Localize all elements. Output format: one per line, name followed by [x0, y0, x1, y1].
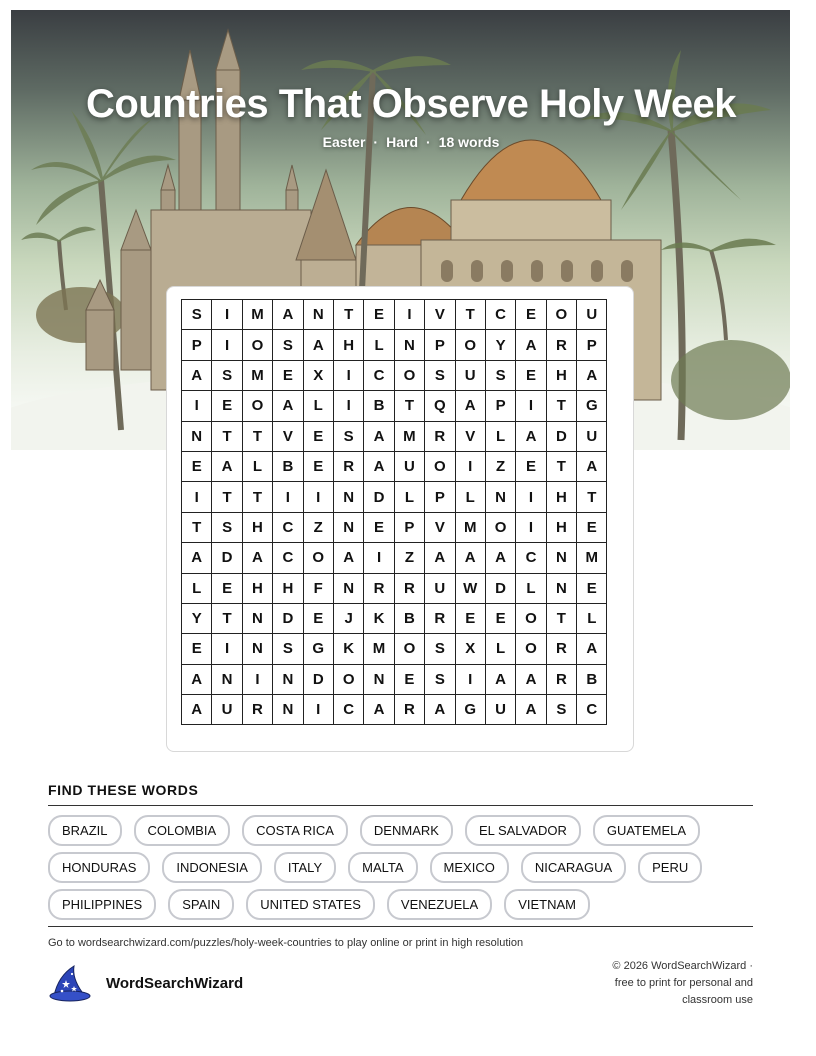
grid-row [182, 391, 607, 421]
grid-cell[interactable]: S [425, 664, 455, 694]
grid-cell[interactable]: I [182, 482, 212, 512]
word-list [48, 815, 768, 920]
category-label: Easter [322, 134, 366, 150]
grid-cell[interactable]: S [273, 634, 303, 664]
grid-cell[interactable]: E [303, 451, 333, 481]
grid-cell[interactable]: G [303, 634, 333, 664]
grid-cell[interactable]: N [242, 603, 272, 633]
grid-cell[interactable]: M [455, 512, 485, 542]
grid-cell[interactable]: V [425, 512, 455, 542]
grid-cell[interactable]: D [273, 603, 303, 633]
grid-cell[interactable]: M [394, 421, 424, 451]
grid-cell[interactable]: E [516, 360, 546, 390]
grid-cell[interactable]: A [273, 300, 303, 330]
grid-cell[interactable]: V [425, 300, 455, 330]
grid-cell[interactable]: J [333, 603, 363, 633]
grid-cell[interactable]: D [546, 421, 576, 451]
grid-cell[interactable]: O [455, 330, 485, 360]
grid-cell[interactable]: S [485, 360, 515, 390]
grid-cell[interactable]: A [242, 543, 272, 573]
grid-cell[interactable]: A [333, 543, 363, 573]
grid-cell[interactable]: L [364, 330, 394, 360]
grid-cell[interactable]: U [485, 695, 515, 725]
grid-row [182, 451, 607, 481]
grid-cell[interactable]: I [303, 482, 333, 512]
grid-cell[interactable]: N [333, 512, 363, 542]
grid-cell[interactable]: L [577, 603, 607, 633]
grid-cell[interactable]: E [303, 603, 333, 633]
grid-cell[interactable]: A [516, 695, 546, 725]
grid-cell[interactable]: O [394, 634, 424, 664]
grid-cell[interactable]: H [333, 330, 363, 360]
grid-cell[interactable]: B [577, 664, 607, 694]
word-chip: COSTA RICA [242, 815, 348, 846]
meta-separator: · [373, 134, 379, 150]
divider [48, 805, 753, 806]
grid-cell[interactable]: R [242, 695, 272, 725]
grid-row [182, 330, 607, 360]
grid-cell[interactable]: Z [394, 543, 424, 573]
word-chip: PERU [638, 852, 702, 883]
grid-cell[interactable]: R [394, 573, 424, 603]
grid-cell[interactable]: A [303, 330, 333, 360]
grid-cell[interactable]: H [273, 573, 303, 603]
grid-cell[interactable]: I [333, 391, 363, 421]
grid-cell[interactable]: A [516, 664, 546, 694]
grid-cell[interactable]: C [577, 695, 607, 725]
grid-cell[interactable]: U [577, 300, 607, 330]
grid-cell[interactable]: R [333, 451, 363, 481]
grid-row [182, 634, 607, 664]
grid-cell[interactable]: T [212, 482, 242, 512]
grid-cell[interactable]: M [364, 634, 394, 664]
grid-cell[interactable]: A [577, 360, 607, 390]
grid-cell[interactable]: Q [425, 391, 455, 421]
grid-cell[interactable]: L [394, 482, 424, 512]
grid-cell[interactable]: A [516, 330, 546, 360]
footer-url-text: Go to wordsearchwizard.com/puzzles/holy-week-countries to play online or print in high resolution [48, 937, 524, 949]
copyright-line: classroom use [682, 994, 753, 1006]
grid-cell[interactable]: L [242, 451, 272, 481]
grid-cell[interactable]: T [212, 421, 242, 451]
grid-cell[interactable]: S [212, 512, 242, 542]
puzzle-meta [11, 134, 790, 150]
grid-cell[interactable]: E [303, 421, 333, 451]
grid-cell[interactable]: E [516, 451, 546, 481]
grid-cell[interactable]: P [425, 330, 455, 360]
word-chip: GUATEMELA [593, 815, 700, 846]
grid-cell[interactable]: H [242, 512, 272, 542]
grid-cell[interactable]: O [485, 512, 515, 542]
grid-cell[interactable]: V [273, 421, 303, 451]
grid-cell[interactable]: E [182, 634, 212, 664]
grid-cell[interactable]: T [212, 603, 242, 633]
grid-cell[interactable]: N [182, 421, 212, 451]
grid-cell[interactable]: X [455, 634, 485, 664]
grid-cell[interactable]: A [182, 543, 212, 573]
grid-cell[interactable]: O [425, 451, 455, 481]
grid-cell[interactable]: E [273, 360, 303, 390]
word-chip: NICARAGUA [521, 852, 626, 883]
grid-cell[interactable]: E [485, 603, 515, 633]
word-chip: DENMARK [360, 815, 453, 846]
grid-cell[interactable]: H [242, 573, 272, 603]
grid-row [182, 543, 607, 573]
grid-cell[interactable]: O [303, 543, 333, 573]
word-chip: MEXICO [430, 852, 509, 883]
grid-cell[interactable]: D [303, 664, 333, 694]
word-chip: UNITED STATES [246, 889, 375, 920]
grid-cell[interactable]: C [516, 543, 546, 573]
grid-cell[interactable]: O [516, 634, 546, 664]
grid-cell[interactable]: C [485, 300, 515, 330]
grid-cell[interactable]: M [577, 543, 607, 573]
grid-cell[interactable]: N [333, 573, 363, 603]
grid-cell[interactable]: G [455, 695, 485, 725]
grid-cell[interactable]: F [303, 573, 333, 603]
grid-cell[interactable]: U [212, 695, 242, 725]
grid-cell[interactable]: M [242, 360, 272, 390]
grid-cell[interactable]: U [394, 451, 424, 481]
grid-cell[interactable]: T [394, 391, 424, 421]
grid-cell[interactable]: L [182, 573, 212, 603]
grid-cell[interactable]: B [364, 391, 394, 421]
grid-cell[interactable]: C [273, 543, 303, 573]
grid-cell[interactable]: E [577, 573, 607, 603]
grid-cell[interactable]: E [212, 391, 242, 421]
grid-cell[interactable]: I [516, 391, 546, 421]
grid-cell[interactable]: N [273, 695, 303, 725]
grid-cell[interactable]: N [333, 482, 363, 512]
grid-cell[interactable]: S [425, 360, 455, 390]
grid-cell[interactable]: L [455, 482, 485, 512]
grid-cell[interactable]: S [182, 300, 212, 330]
grid-cell[interactable]: B [394, 603, 424, 633]
grid-cell[interactable]: V [455, 421, 485, 451]
grid-cell[interactable]: N [394, 330, 424, 360]
word-chip: SPAIN [168, 889, 234, 920]
grid-row [182, 603, 607, 633]
grid-cell[interactable]: I [212, 330, 242, 360]
grid-cell[interactable]: A [364, 695, 394, 725]
grid-cell[interactable]: D [212, 543, 242, 573]
meta-separator: · [426, 134, 431, 150]
word-count-label: 18 words [438, 134, 500, 150]
grid-cell[interactable]: Y [485, 330, 515, 360]
grid-cell[interactable]: O [516, 603, 546, 633]
page-title: Countries That Observe Holy Week [85, 82, 737, 126]
grid-cell[interactable]: I [182, 391, 212, 421]
grid-cell[interactable]: R [364, 573, 394, 603]
grid-cell[interactable]: R [394, 695, 424, 725]
grid-cell[interactable]: I [303, 695, 333, 725]
letter-grid [181, 299, 607, 725]
grid-cell[interactable]: Z [485, 451, 515, 481]
grid-cell[interactable]: E [182, 451, 212, 481]
grid-cell[interactable]: A [364, 421, 394, 451]
word-chip: BRAZIL [48, 815, 122, 846]
grid-row [182, 482, 607, 512]
grid-cell[interactable]: W [455, 573, 485, 603]
word-chip: EL SALVADOR [465, 815, 581, 846]
copyright-line: © 2026 WordSearchWizard · [612, 960, 753, 972]
grid-cell[interactable]: H [546, 512, 576, 542]
grid-cell[interactable]: H [546, 360, 576, 390]
difficulty-label: Hard [386, 134, 418, 150]
grid-cell[interactable]: S [333, 421, 363, 451]
grid-cell[interactable]: B [273, 451, 303, 481]
grid-cell[interactable]: A [182, 695, 212, 725]
grid-cell[interactable]: A [425, 543, 455, 573]
grid-cell[interactable]: I [394, 300, 424, 330]
word-chip: VENEZUELA [387, 889, 492, 920]
grid-cell[interactable]: T [546, 451, 576, 481]
grid-cell[interactable]: O [242, 330, 272, 360]
grid-cell[interactable]: R [546, 330, 576, 360]
grid-row [182, 300, 607, 330]
grid-cell[interactable]: I [516, 482, 546, 512]
grid-cell[interactable]: C [333, 695, 363, 725]
grid-cell[interactable]: I [364, 543, 394, 573]
grid-cell[interactable]: R [546, 634, 576, 664]
grid-cell[interactable]: K [364, 603, 394, 633]
grid-cell[interactable]: I [273, 482, 303, 512]
grid-cell[interactable]: R [546, 664, 576, 694]
grid-cell[interactable]: S [273, 330, 303, 360]
grid-row [182, 573, 607, 603]
grid-cell[interactable]: P [577, 330, 607, 360]
word-chip: VIETNAM [504, 889, 590, 920]
grid-cell[interactable]: T [455, 300, 485, 330]
word-chip: PHILIPPINES [48, 889, 156, 920]
grid-cell[interactable]: C [273, 512, 303, 542]
grid-cell[interactable]: A [425, 695, 455, 725]
grid-cell[interactable]: N [303, 300, 333, 330]
grid-cell[interactable]: I [212, 634, 242, 664]
grid-cell[interactable]: P [182, 330, 212, 360]
grid-cell[interactable]: A [577, 451, 607, 481]
grid-cell[interactable]: A [455, 391, 485, 421]
grid-cell[interactable]: T [546, 603, 576, 633]
grid-cell[interactable]: O [546, 300, 576, 330]
grid-cell[interactable]: A [273, 391, 303, 421]
grid-row [182, 695, 607, 725]
grid-cell[interactable]: U [455, 360, 485, 390]
grid-cell[interactable]: A [577, 634, 607, 664]
grid-cell[interactable]: E [394, 664, 424, 694]
grid-cell[interactable]: N [212, 664, 242, 694]
grid-cell[interactable]: A [485, 543, 515, 573]
grid-cell[interactable]: I [516, 512, 546, 542]
grid-cell[interactable]: I [455, 664, 485, 694]
grid-cell[interactable]: I [333, 360, 363, 390]
grid-cell[interactable]: E [364, 300, 394, 330]
grid-cell[interactable]: A [182, 360, 212, 390]
word-list-heading: FIND THESE WORDS [48, 782, 199, 798]
grid-cell[interactable]: T [242, 421, 272, 451]
grid-cell[interactable]: L [516, 573, 546, 603]
grid-cell[interactable]: U [425, 573, 455, 603]
grid-row [182, 512, 607, 542]
word-chip: HONDURAS [48, 852, 150, 883]
wizard-hat-icon [48, 964, 92, 1002]
grid-cell[interactable]: S [212, 360, 242, 390]
grid-cell[interactable]: H [546, 482, 576, 512]
word-chip: INDONESIA [162, 852, 262, 883]
grid-cell[interactable]: D [485, 573, 515, 603]
grid-cell[interactable]: A [485, 664, 515, 694]
grid-cell[interactable]: L [303, 391, 333, 421]
grid-cell[interactable]: E [212, 573, 242, 603]
grid-cell[interactable]: P [425, 482, 455, 512]
word-chip: MALTA [348, 852, 417, 883]
grid-cell[interactable]: A [364, 451, 394, 481]
grid-cell[interactable]: C [364, 360, 394, 390]
grid-cell[interactable]: N [546, 573, 576, 603]
grid-cell[interactable]: Y [182, 603, 212, 633]
grid-cell[interactable]: N [364, 664, 394, 694]
grid-cell[interactable]: E [455, 603, 485, 633]
grid-cell[interactable]: P [394, 512, 424, 542]
grid-cell[interactable]: X [303, 360, 333, 390]
grid-cell[interactable]: Z [303, 512, 333, 542]
grid-cell[interactable]: E [364, 512, 394, 542]
grid-cell[interactable]: A [212, 451, 242, 481]
grid-cell[interactable]: T [546, 391, 576, 421]
brand[interactable] [48, 964, 243, 1002]
grid-cell[interactable]: E [577, 512, 607, 542]
grid-cell[interactable]: A [516, 421, 546, 451]
grid-cell[interactable]: G [577, 391, 607, 421]
grid-cell[interactable]: R [425, 603, 455, 633]
brand-name: WordSearchWizard [106, 974, 244, 992]
grid-cell[interactable]: O [394, 360, 424, 390]
copyright-notice [553, 958, 753, 1009]
grid-cell[interactable]: L [485, 421, 515, 451]
grid-cell[interactable]: N [485, 482, 515, 512]
grid-cell[interactable]: M [242, 300, 272, 330]
word-chip: COLOMBIA [134, 815, 231, 846]
grid-cell[interactable]: S [425, 634, 455, 664]
grid-cell[interactable]: O [242, 391, 272, 421]
grid-cell[interactable]: T [242, 482, 272, 512]
grid-cell[interactable]: T [333, 300, 363, 330]
grid-cell[interactable]: A [455, 543, 485, 573]
grid-cell[interactable]: T [577, 482, 607, 512]
grid-cell[interactable]: I [455, 451, 485, 481]
grid-cell[interactable]: O [333, 664, 363, 694]
grid-cell[interactable]: T [182, 512, 212, 542]
grid-row [182, 360, 607, 390]
grid-cell[interactable]: N [546, 543, 576, 573]
grid-cell[interactable]: E [516, 300, 546, 330]
grid-cell[interactable]: P [485, 391, 515, 421]
grid-cell[interactable]: A [182, 664, 212, 694]
grid-cell[interactable]: L [485, 634, 515, 664]
grid-row [182, 421, 607, 451]
grid-cell[interactable]: I [212, 300, 242, 330]
grid-cell[interactable]: U [577, 421, 607, 451]
grid-cell[interactable]: I [242, 664, 272, 694]
grid-cell[interactable]: K [333, 634, 363, 664]
grid-cell[interactable]: N [273, 664, 303, 694]
grid-cell[interactable]: N [242, 634, 272, 664]
word-chip: ITALY [274, 852, 336, 883]
grid-cell[interactable]: D [364, 482, 394, 512]
copyright-line: free to print for personal and [614, 977, 753, 989]
grid-row [182, 664, 607, 694]
grid-cell[interactable]: S [546, 695, 576, 725]
divider [48, 926, 753, 927]
grid-cell[interactable]: R [425, 421, 455, 451]
